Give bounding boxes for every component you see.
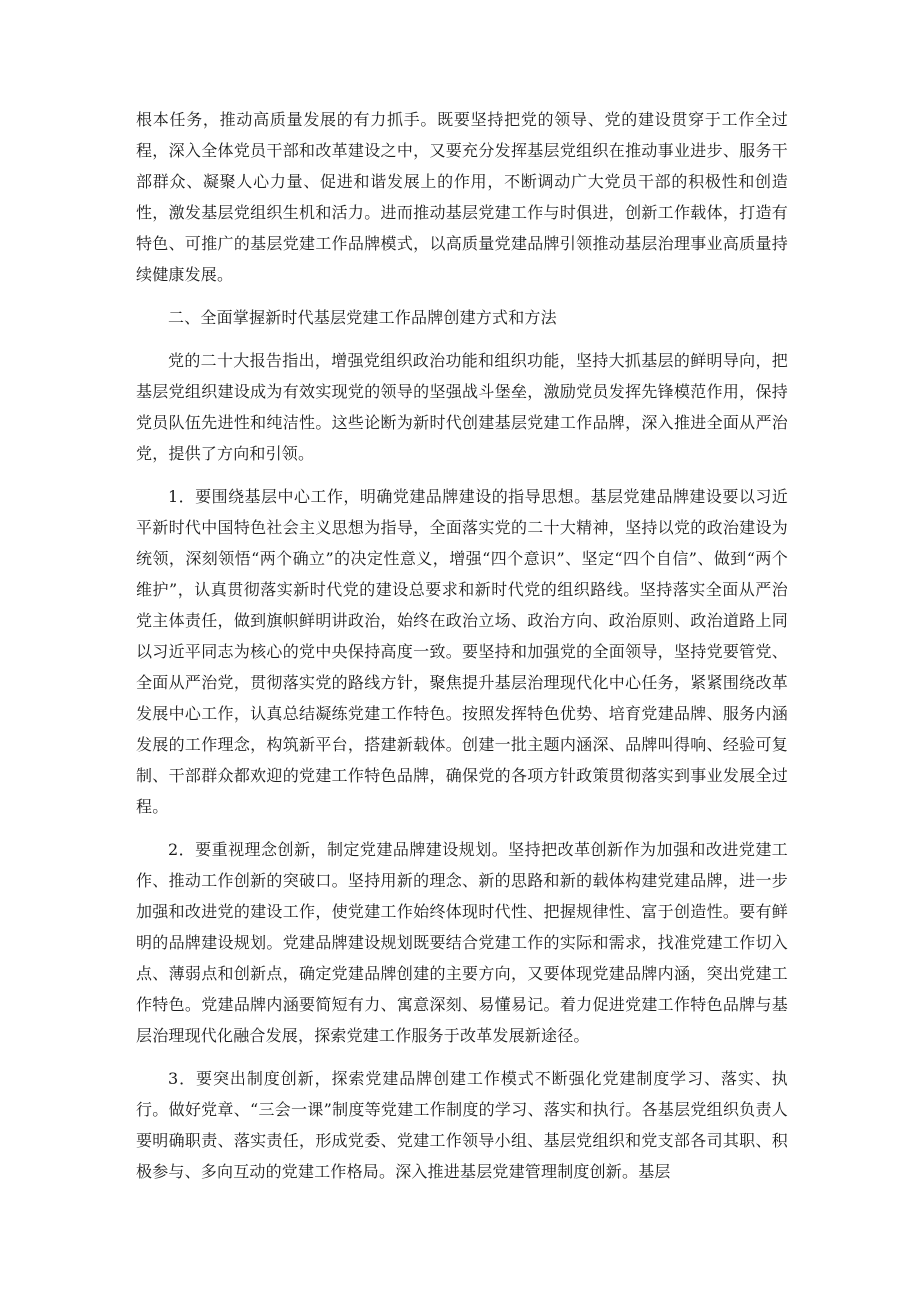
paragraph-continuation: 根本任务，推动高质量发展的有力抓手。既要坚持把党的领导、党的建设贯穿于工作全过程，深入全体党员干部和改革建设之中，又要充分发挥基层党组织在推动事业进步、服务干部群众、凝聚人心力量、促进和谐发展上的作用，不断调动广大党员干部的积极性和创造性，激发基层党组织生机和活力。进而推动基层党建工作与时俱进，创新工作载体，打造有特色、可推广的基层党建工作品牌模式，以高质量党建品牌引领推动基层治理事业高质量持续健康发展。: [136, 110, 788, 284]
paragraph-item-2: 2．要重视理念创新，制定党建品牌建设规划。坚持把改革创新作为加强和改进党建工作、推动工作创新的突破口。坚持用新的理念、新的思路和新的载体构建党建品牌，进一步加强和改进党的建设工作，使党建工作始终体现时代性、把握规律性、富于创造性。要有鲜明的品牌建设规划。党建品牌建设规划既要结合党建工作的实际和需求，找准党建工作切入点、薄弱点和创新点，确定党建品牌创建的主要方向，又要体现党建品牌内涵，突出党建工作特色。党建品牌内涵要简短有力、寓意深刻、易懂易记。着力促进党建工作特色品牌与基层治理现代化融合发展，探索党建工作服务于改革发展新途径。: [136, 840, 788, 1045]
paragraph-intro: 党的二十大报告指出，增强党组织政治功能和组织功能，坚持大抓基层的鲜明导向，把基层党组织建设成为有效实现党的领导的坚强战斗堡垒，激励党员发挥先锋模范作用，保持党员队伍先进性和纯洁性。这些论断为新时代创建基层党建工作品牌，深入推进全面从严治党，提供了方向和引领。: [136, 351, 788, 463]
paragraph-item-3: 3．要突出制度创新，探索党建品牌创建工作模式不断强化党建制度学习、落实、执行。做好党章、“三会一课”制度等党建工作制度的学习、落实和执行。各基层党组织负责人要明确职责、落实责任，形成党委、党建工作领导小组、基层党组织和党支部各司其职、积极参与、多向互动的党建工作格局。深入推进基层党建管理制度创新。基层: [136, 1069, 788, 1181]
section-heading: 二、全面掌握新时代基层党建工作品牌创建方式和方法: [168, 308, 557, 327]
document-page: [136, 104, 788, 1199]
paragraph-item-1: 1．要围绕基层中心工作，明确党建品牌建设的指导思想。基层党建品牌建设要以习近平新时代中国特色社会主义思想为指导，全面落实党的二十大精神，坚持以党的政治建设为统领，深刻领悟“两个确立”的决定性意义，增强“四个意识”、坚定“四个自信”、做到“两个维护”，认真贯彻落实新时代党的建设总要求和新时代党的组织路线。坚持落实全面从严治党主体责任，做到旗帜鲜明讲政治，始终在政治立场、政治方向、政治原则、政治道路上同以习近平同志为核心的党中央保持高度一致。要坚持和加强党的全面领导，坚持党要管党、全面从严治党，贯彻落实党的路线方针，聚焦提升基层治理现代化中心任务，紧紧围绕改革发展中心工作，认真总结凝练党建工作特色。按照发挥特色优势、培育党建品牌、服务内涵发展的工作理念，构筑新平台，搭建新载体。创建一批主题内涵深、品牌叫得响、经验可复制、干部群众都欢迎的党建工作特色品牌，确保党的各项方针政策贯彻落实到事业发展全过程。: [136, 487, 788, 816]
